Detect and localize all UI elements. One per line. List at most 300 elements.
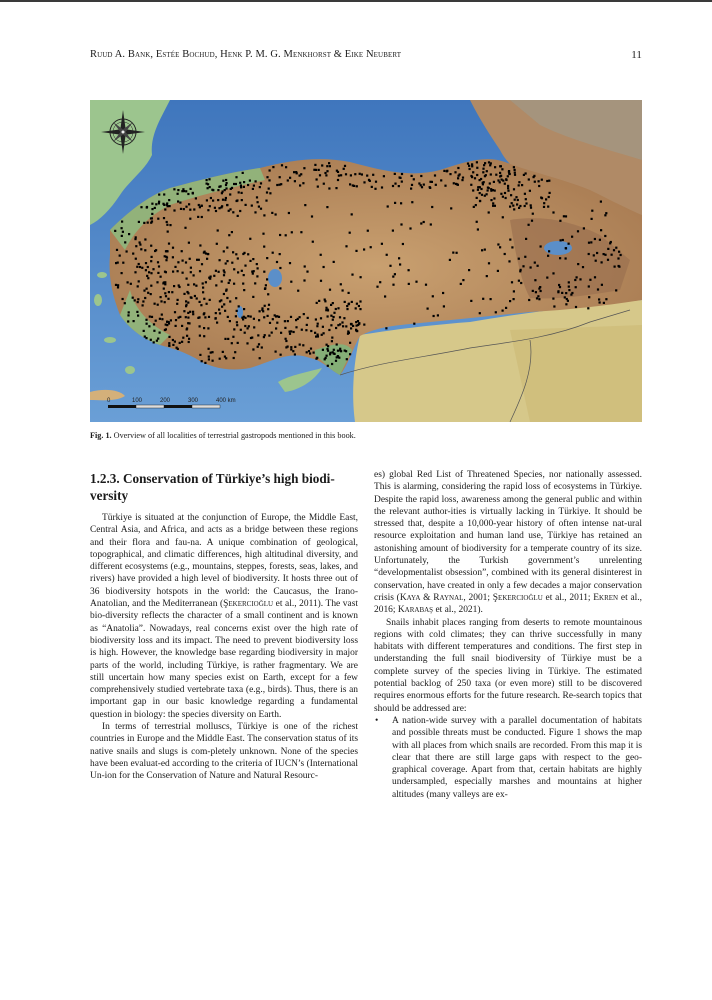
locality-dot [280,354,282,356]
locality-dot [472,171,474,173]
locality-dot [225,262,227,264]
locality-dot [186,328,188,330]
locality-dot [144,238,146,240]
locality-dot [140,248,142,250]
locality-dot [214,207,216,209]
locality-dot [172,271,174,273]
locality-dot [443,305,445,307]
locality-dot [501,179,503,181]
locality-dot [205,281,207,283]
locality-dot [490,188,492,190]
running-head-authors: Ruud A. Bank, Estée Bochud, Henk P. M. G. Menkhorst & Eike Neubert [90,49,402,60]
locality-dot [504,253,506,255]
locality-dot [411,184,413,186]
locality-dot [315,336,317,338]
locality-dot [219,300,221,302]
locality-dot [227,338,229,340]
paragraph: In terms of terrestrial molluscs, Türkiye is one of the richest countries in Europe and the Middle East. The conservation status of its native snails and slugs is com-pletely unknown. None of the species have been evaluat-ed according to the criteria of IUCN’s (International Un-ion for the Conservation of Nature and Natural Resourc- [90,722,358,782]
locality-dot [398,185,400,187]
citation: Ekren [593,592,619,603]
locality-dot [256,196,258,198]
locality-dot [279,253,281,255]
locality-dot [492,202,494,204]
locality-dot [257,267,259,269]
locality-dot [594,238,596,240]
locality-dot [505,178,507,180]
locality-dot [495,174,497,176]
locality-dot [115,262,117,264]
locality-dot [164,329,166,331]
locality-dot [528,178,530,180]
locality-dot [367,230,369,232]
locality-dot [543,202,545,204]
lake-tuz [268,269,282,287]
locality-dot [226,289,228,291]
locality-dot [154,250,156,252]
locality-dot [588,285,590,287]
locality-dot [259,357,261,359]
locality-dot [285,166,287,168]
locality-dot [353,185,355,187]
locality-dot [134,271,136,273]
locality-dot [217,199,219,201]
locality-dot [268,179,270,181]
locality-dot [238,305,240,307]
locality-dot [471,165,473,167]
locality-dot [534,262,536,264]
locality-dot [198,316,200,318]
locality-dot [189,209,191,211]
locality-dot [257,334,259,336]
locality-dot [375,181,377,183]
locality-dot [182,272,184,274]
locality-dot [392,185,394,187]
locality-dot [387,205,389,207]
locality-dot [117,284,119,286]
locality-dot [193,283,195,285]
locality-dot [222,199,224,201]
locality-dot [325,174,327,176]
locality-dot [134,299,136,301]
locality-dot [128,311,130,313]
locality-dot [345,325,347,327]
locality-dot [538,298,540,300]
locality-dot [260,182,262,184]
locality-dot [225,184,227,186]
locality-dot [363,181,365,183]
locality-dot [575,286,577,288]
locality-dot [591,210,593,212]
locality-dot [279,234,281,236]
locality-dot [137,301,139,303]
locality-dot [432,295,434,297]
locality-dot [155,203,157,205]
citation: Karabaş [397,605,434,616]
locality-dot [146,288,148,290]
locality-dot [151,220,153,222]
locality-dot [289,177,291,179]
locality-dot [359,308,361,310]
locality-dot [154,207,156,209]
locality-dot [568,286,570,288]
locality-dot [248,325,250,327]
locality-dot [166,321,168,323]
locality-dot [180,208,182,210]
locality-dot [115,284,117,286]
locality-dot [337,324,339,326]
locality-dot [577,263,579,265]
figure-label: Fig. 1. [90,431,112,440]
figure-caption [90,431,642,440]
locality-dot [163,193,165,195]
locality-dot [225,197,227,199]
locality-dot [327,365,329,367]
locality-dot [269,169,271,171]
citation: Şekercioğlu [492,592,543,603]
locality-dot [264,334,266,336]
locality-dot [146,323,148,325]
locality-dot [209,278,211,280]
locality-dot [351,301,353,303]
locality-dot [333,261,335,263]
locality-dot [304,265,306,267]
locality-dot [289,331,291,333]
locality-dot [595,260,597,262]
locality-dot [502,196,504,198]
locality-dot [349,342,351,344]
locality-dot [179,342,181,344]
locality-dot [231,262,233,264]
locality-dot [148,271,150,273]
locality-dot [223,250,225,252]
locality-dot [525,238,527,240]
locality-dot [476,197,478,199]
locality-dot [169,205,171,207]
locality-dot [335,308,337,310]
locality-dot [153,330,155,332]
locality-dot [243,181,245,183]
page-number: 11 [631,49,642,61]
paragraph: Snails inhabit places ranging from deserts to remote mountainous regions with cold climates; they can thrive successfully in many habitats with different temperatures and conditions. The first step in understanding the full snail biodiversity of Türkiye must be a complete survey of the species living in Türkiye. The estimated potential backlog of 250 taxa (or even more) still to be discovered requires enormous efforts for the future research. Re-search topics that should be addressed are: [374,617,642,714]
locality-dot [150,285,152,287]
locality-dot [183,310,185,312]
locality-dot [124,241,126,243]
locality-dot [487,187,489,189]
locality-dot [156,340,158,342]
locality-dot [408,269,410,271]
locality-dot [202,291,204,293]
locality-dot [168,243,170,245]
locality-dot [471,176,473,178]
locality-dot [483,164,485,166]
locality-dot [339,349,341,351]
locality-dot [471,163,473,165]
locality-dot [301,329,303,331]
locality-dot [280,183,282,185]
locality-dot [269,192,271,194]
locality-dot [430,223,432,225]
locality-dot [207,327,209,329]
locality-dot [357,320,359,322]
locality-dot [135,245,137,247]
locality-dot [568,289,570,291]
locality-dot [515,196,517,198]
locality-dot [518,181,520,183]
locality-dot [179,202,181,204]
locality-dot [513,290,515,292]
locality-dot [119,255,121,257]
locality-dot [431,181,433,183]
locality-dot [337,307,339,309]
locality-dot [147,266,149,268]
locality-dot [226,182,228,184]
locality-dot [521,184,523,186]
bullet-icon: • [375,715,379,726]
locality-dot [394,202,396,204]
locality-dot [165,250,167,252]
locality-dot [144,336,146,338]
locality-dot [274,314,276,316]
locality-dot [252,258,254,260]
locality-dot [582,266,584,268]
locality-dot [114,230,116,232]
locality-dot [368,179,370,181]
locality-dot [124,302,126,304]
paragraph-text: es) global Red List of Threatened Species, nor nationally assessed. This is alarming, considering the rapid loss of ecosystems in Türkiye. Despite the rapid loss, awareness among the general public and within the relevant author-ities is virtually lacking in Türkiye. It should be stressed that, despite a 10,000-year history of often intense nat-ural resource exploitation and human land use, Türkiye has retained an astonishing amount of biodiversity for a temperate country of its size. Unfortunately, the Turkish government’s unrelenting “developmentalist obsession”, combined with its general disinterest in conservation, have created in only a few decades a major conservation crisis ( [374,470,642,603]
locality-dot [244,265,246,267]
locality-dot [507,175,509,177]
locality-dot [337,350,339,352]
locality-dot [363,248,365,250]
locality-dot [193,274,195,276]
locality-dot [147,222,149,224]
locality-dot [203,335,205,337]
locality-dot [121,272,123,274]
locality-dot [192,313,194,315]
locality-dot [354,173,356,175]
locality-dot [346,305,348,307]
locality-dot [209,299,211,301]
locality-dot [547,255,549,257]
locality-dot [280,332,282,334]
locality-dot [372,174,374,176]
locality-dot [158,194,160,196]
locality-dot [173,188,175,190]
locality-dot [511,281,513,283]
locality-dot [268,304,270,306]
paragraph-text: et al., 2016; [374,592,642,616]
locality-dot [571,292,573,294]
locality-dot [152,268,154,270]
locality-dot [568,281,570,283]
locality-dot [538,180,540,182]
locality-dot [320,254,322,256]
locality-dot [159,332,161,334]
locality-dot [243,186,245,188]
locality-dot [249,260,251,262]
locality-dot [607,248,609,250]
locality-dot [309,352,311,354]
locality-dot [217,229,219,231]
locality-dot [295,171,297,173]
locality-dot [472,189,474,191]
locality-dot [514,169,516,171]
locality-dot [371,186,373,188]
locality-dot [316,178,318,180]
locality-dot [272,318,274,320]
locality-dot [333,349,335,351]
locality-dot [495,311,497,313]
locality-dot [143,290,145,292]
scale-tick-200: 200 [160,398,171,404]
locality-dot [137,285,139,287]
paragraph-text: et al., 2011; [542,592,594,603]
locality-dot [203,298,205,300]
locality-dot [458,175,460,177]
locality-dot [223,293,225,295]
locality-dot [310,330,312,332]
locality-dot [249,180,251,182]
locality-dot [486,275,488,277]
locality-dot [563,215,565,217]
locality-dot [349,183,351,185]
locality-dot [321,334,323,336]
locality-dot [484,162,486,164]
locality-dot [560,239,562,241]
locality-dot [192,192,194,194]
locality-dot [142,304,144,306]
locality-dot [330,315,332,317]
locality-dot [493,197,495,199]
locality-dot [379,281,381,283]
locality-dot [228,282,230,284]
locality-dot [294,346,296,348]
locality-dot [370,246,372,248]
locality-dot [256,263,258,265]
locality-dot [350,327,352,329]
locality-dot [189,311,191,313]
locality-dot [237,271,239,273]
locality-dot [420,175,422,177]
locality-dot [240,329,242,331]
locality-dot [314,332,316,334]
locality-dot [187,284,189,286]
locality-dot [355,250,357,252]
locality-dot [316,325,318,327]
locality-dot [618,266,620,268]
locality-dot [165,259,167,261]
locality-dot [593,254,595,256]
locality-dot [566,298,568,300]
locality-dot [488,161,490,163]
locality-dot [548,250,550,252]
figure-caption-text: Overview of all localities of terrestrial gastropods mentioned in this book. [111,431,356,440]
locality-dot [604,235,606,237]
locality-dot [235,176,237,178]
locality-dot [617,257,619,259]
paragraph-text: Türkiye is situated at the conjunction of Europe, the Middle East, Central Asia, and Africa, and acts as a bridge between these regions and their flora and fau-na. A unique combination of geological, topographical, and climatic differences, high altitudinal diversity, and different ecosystems (e.g., mountains, steppes, forests, seas, lakes, and rivers) have provided a high level of biodiversity. It hosts three out of 36 biodiversity hotspots in the world: the Caucasus, the Irano-Anatolian, and the Mediterranean ( [90,513,358,610]
scale-tick-300: 300 [188,398,199,404]
locality-dot [338,175,340,177]
locality-dot [449,259,451,261]
locality-dot [337,179,339,181]
locality-dot [241,192,243,194]
locality-dot [150,260,152,262]
locality-dot [349,353,351,355]
scale-tick-100: 100 [132,398,143,404]
locality-dot [182,188,184,190]
locality-dot [216,322,218,324]
locality-dot [232,251,234,253]
locality-dot [201,216,203,218]
locality-dot [333,352,335,354]
locality-dot [408,283,410,285]
locality-dot [185,304,187,306]
locality-dot [374,188,376,190]
locality-dot [220,206,222,208]
locality-dot [518,280,520,282]
locality-dot [185,316,187,318]
locality-dot [122,262,124,264]
locality-dot [252,188,254,190]
paragraph-text: et al., 2011). The vast bio-diversity reflects the character of a small continent and is known as “Anatolia”. Nowadays, real concerns exist over the high rate of biodiversity loss and its impact. The need to prevent biodiversity loss is high. However, the knowledge base regarding biodiversity in major parts of the world, including Türkiye, is rather fragmentary. We are still uncertain how many species exist on Earth, except for a few comprehensively studied vertebrate taxa (e.g., birds). Thus, there is an important gap in our basic knowledge regarding a fundamental question in biology: the species diversity on Earth. [90,599,358,720]
locality-map [90,100,642,422]
locality-dot [332,319,334,321]
locality-dot [331,340,333,342]
locality-dot [235,183,237,185]
locality-dot [599,301,601,303]
locality-dot [166,224,168,226]
locality-dot [574,279,576,281]
locality-dot [254,282,256,284]
locality-dot [548,180,550,182]
locality-dot [601,284,603,286]
locality-dot [187,193,189,195]
locality-dot [143,330,145,332]
locality-dot [345,350,347,352]
locality-dot [421,186,423,188]
locality-dot [411,201,413,203]
locality-dot [384,295,386,297]
locality-dot [507,187,509,189]
locality-dot [552,272,554,274]
locality-dot [401,173,403,175]
locality-dot [514,199,516,201]
locality-dot [233,328,235,330]
locality-dot [139,244,141,246]
locality-dot [174,311,176,313]
locality-dot [553,305,555,307]
locality-dot [144,297,146,299]
locality-dot [239,210,241,212]
locality-dot [199,270,201,272]
locality-dot [138,280,140,282]
locality-dot [177,270,179,272]
locality-dot [290,281,292,283]
locality-dot [189,258,191,260]
locality-dot [243,252,245,254]
locality-dot [266,176,268,178]
locality-dot [177,299,179,301]
locality-dot [228,234,230,236]
locality-dot [389,265,391,267]
locality-dot [588,242,590,244]
locality-dot [322,326,324,328]
locality-dot [297,290,299,292]
locality-dot [467,163,469,165]
locality-dot [230,188,232,190]
locality-dot [477,228,479,230]
